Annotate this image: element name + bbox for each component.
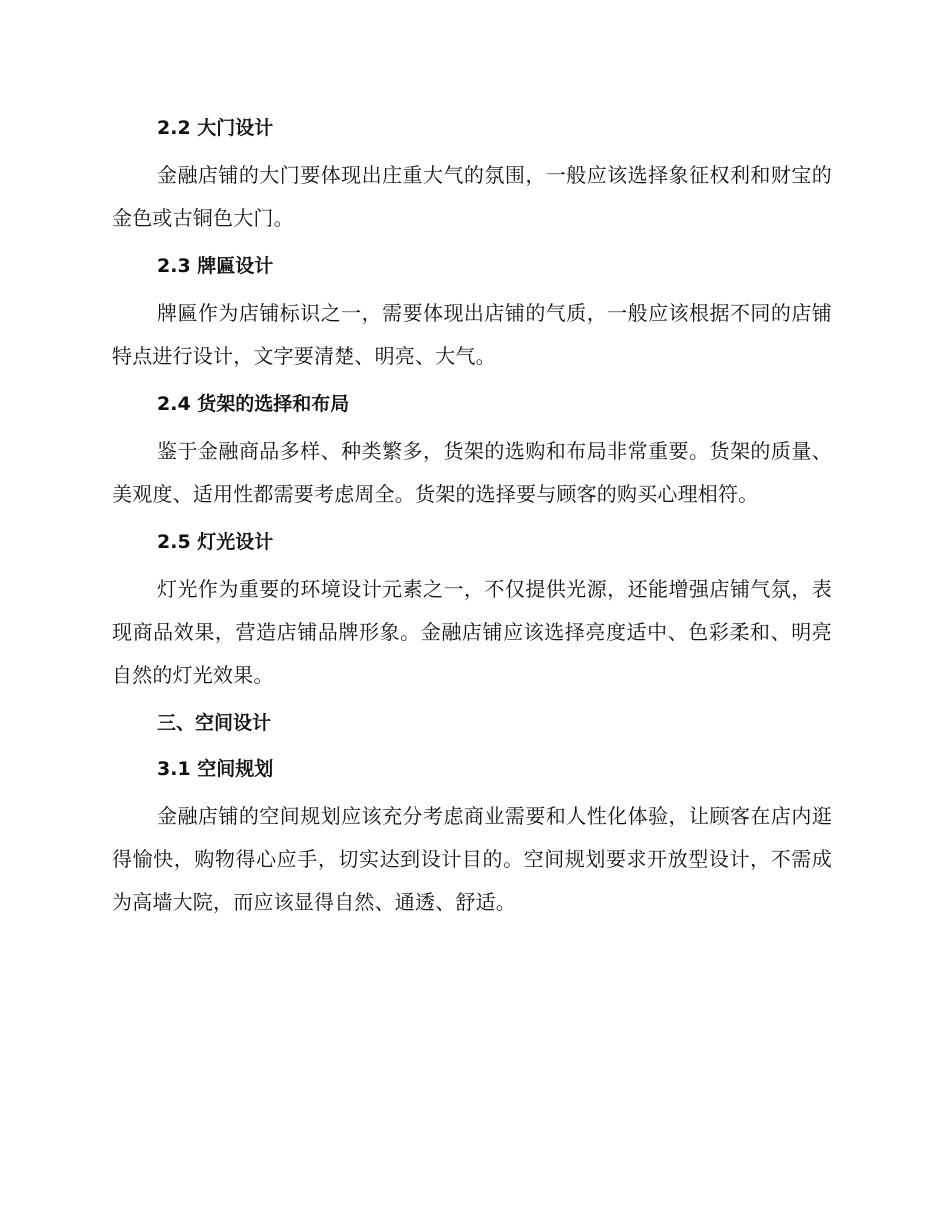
paragraph-shelf-layout: 鉴于金融商品多样、种类繁多，货架的选购和布局非常重要。货架的质量、美观度、适用性都需要考虑周全。货架的选择要与顾客的购买心理相符。 bbox=[112, 439, 832, 506]
heading-section-3: 三、空间设计 bbox=[157, 712, 272, 734]
paragraph-gate-design: 金融店铺的大门要体现出庄重大气的氛围，一般应该选择象征权利和财宝的金色或古铜色大门。 bbox=[112, 163, 832, 230]
heading-2-3: 2.3 牌匾设计 bbox=[157, 255, 274, 277]
heading-3-1: 3.1 空间规划 bbox=[157, 758, 274, 780]
heading-2-2: 2.2 大门设计 bbox=[157, 117, 274, 139]
paragraph-space-planning: 金融店铺的空间规划应该充分考虑商业需要和人性化体验，让顾客在店内逛得愉快，购物得心应手，切实达到设计目的。空间规划要求开放型设计，不需成为高墙大院，而应该显得自然、通透、舒适。 bbox=[112, 804, 832, 914]
heading-2-4: 2.4 货架的选择和布局 bbox=[157, 393, 350, 415]
paragraph-lighting-design: 灯光作为重要的环境设计元素之一，不仅提供光源，还能增强店铺气氛，表现商品效果，营造店铺品牌形象。金融店铺应该选择亮度适中、色彩柔和、明亮自然的灯光效果。 bbox=[112, 577, 832, 687]
heading-2-5: 2.5 灯光设计 bbox=[157, 531, 274, 553]
document-page bbox=[112, 108, 832, 924]
paragraph-signboard-design: 牌匾作为店铺标识之一，需要体现出店铺的气质，一般应该根据不同的店铺特点进行设计，文字要清楚、明亮、大气。 bbox=[112, 301, 832, 368]
